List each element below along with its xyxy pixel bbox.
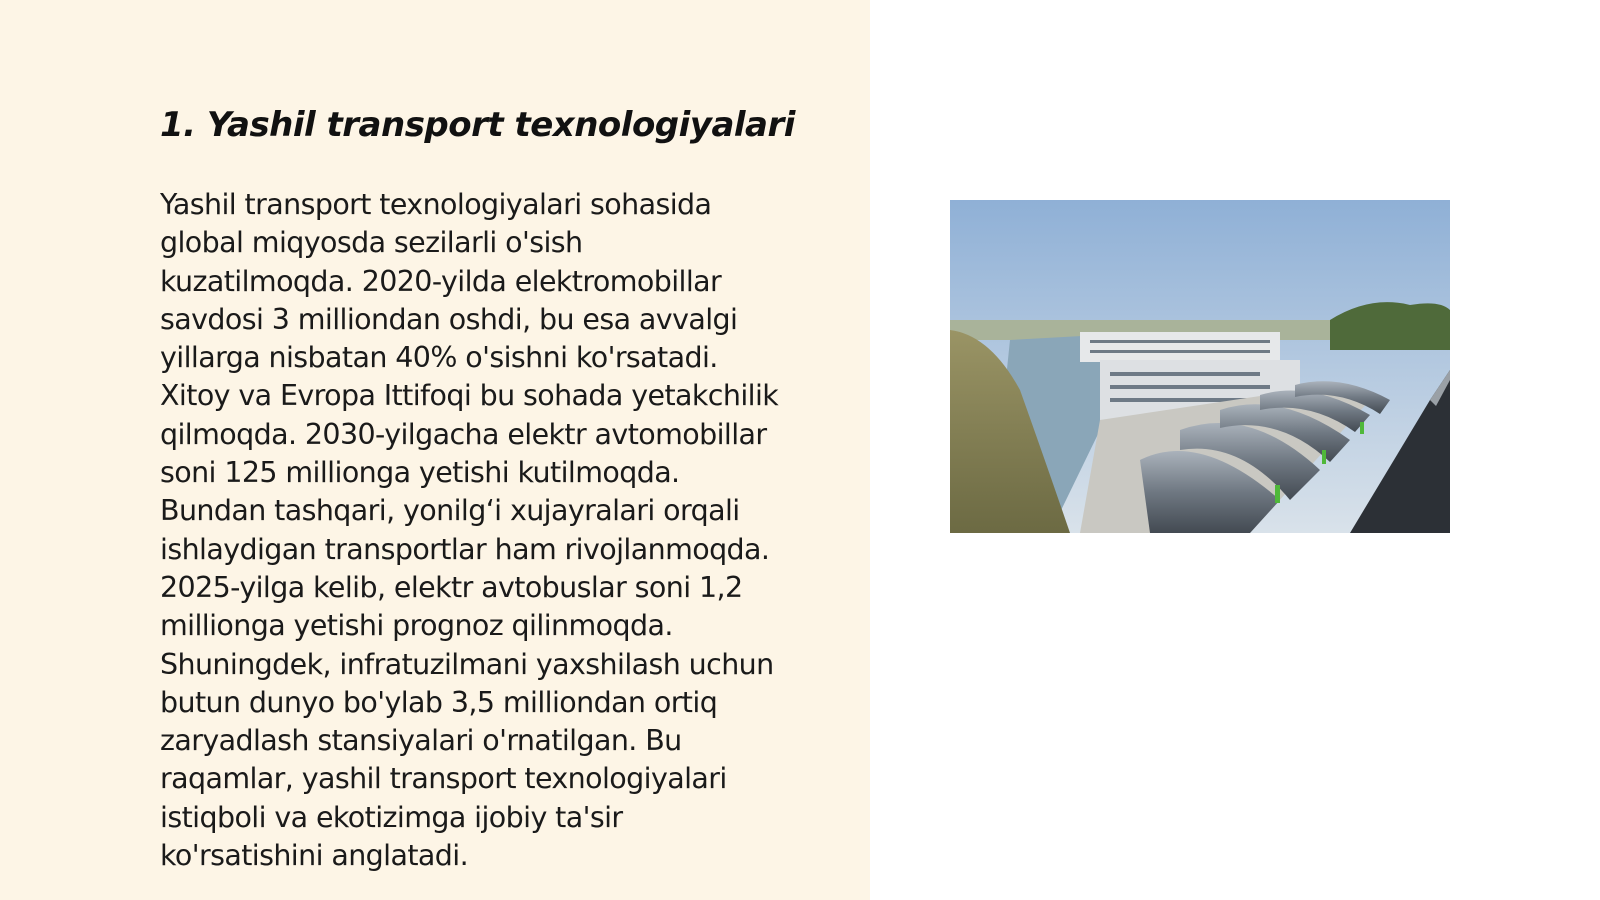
body-line: soni 125 millionga yetishi kutilmoqda. xyxy=(160,456,680,490)
body-line: qilmoqda. 2030-yilgacha elektr avtomobillar xyxy=(160,417,767,451)
slide-title: 1. Yashil transport texnologiyalari xyxy=(160,105,795,145)
body-line: Xitoy va Evropa Ittifoqi bu sohada yetakchilik xyxy=(160,379,779,413)
photo-illustration xyxy=(950,200,1450,533)
body-line: butun dunyo bo'ylab 3,5 milliondan ortiq xyxy=(160,685,718,719)
hydro-power-station-photo xyxy=(950,200,1450,533)
body-line: zaryadlash stansiyalari o'rnatilgan. Bu xyxy=(160,724,682,758)
body-line: istiqboli va ekotizimga ijobiy ta'sir xyxy=(160,800,623,834)
body-line: savdosi 3 milliondan oshdi, bu esa avvalgi xyxy=(160,302,738,336)
body-line: Shuningdek, infratuzilmani yaxshilash uchun xyxy=(160,647,774,681)
body-line: global miqyosda sezilarli o'sish xyxy=(160,226,583,260)
body-line: yillarga nisbatan 40% o'sishni ko'rsatadi. xyxy=(160,341,718,375)
body-line: 2025-yilga kelib, elektr avtobuslar soni 1,2 xyxy=(160,570,743,604)
body-line: kuzatilmoqda. 2020-yilda elektromobillar xyxy=(160,264,722,298)
body-line: Yashil transport texnologiyalari sohasida xyxy=(160,188,712,221)
body-line: raqamlar, yashil transport texnologiyalari xyxy=(160,762,727,796)
body-line: millionga yetishi prognoz qilinmoqda. xyxy=(160,609,673,643)
body-line: ishlaydigan transportlar ham rivojlanmoqda. xyxy=(160,532,770,566)
body-line: ko'rsatishini anglatadi. xyxy=(160,839,469,873)
slide-body-text xyxy=(160,186,840,875)
body-line: Bundan tashqari, yonilg‘i xujayralari orqali xyxy=(160,494,740,528)
